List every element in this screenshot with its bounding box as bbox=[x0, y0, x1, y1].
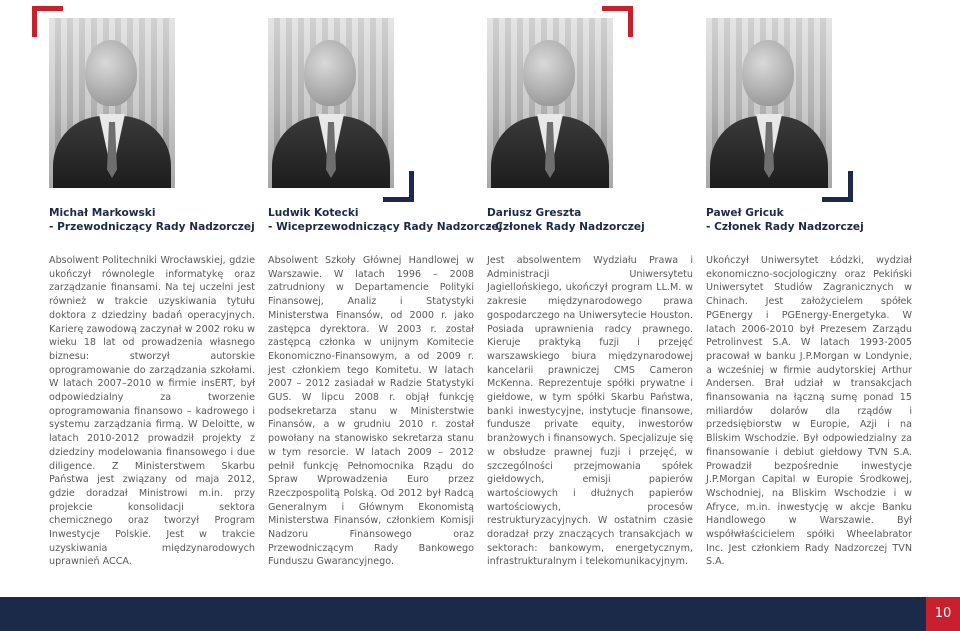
person-role: - Członek Rady Nadzorczej bbox=[487, 221, 645, 233]
person-role: - Wiceprzewodniczący Rady Nadzorczej bbox=[268, 221, 503, 233]
person-bio: Ukończył Uniwersytet Łódzki, wydział ekonomiczno-socjologiczny oraz Pekiński Uniwersytet Studiów Zagranicznych w Chinach. Jest założycielem spółek PGEnergy i PGEnergy-Energetyka. W latach 2006-2010 był Prezesem Zarządu Petrolinvest S.A. W latach 1993-2005 pracował w banku J.P.Morgan w Londynie, a wcześniej w firmie audytorskiej Arthur Andersen. Brał udział w transakcjach finansowania na łączną sumę ponad 15 miliardów dolarów dla rządów i przedsiębiorstw w Europie, Azji i na Bliskim Wschodzie. Był odpowiedzialny za finansowanie i debiut giełdowy TVN S.A. Prowadził bezpośrednie inwestycje J.P.Morgan Capital w Europie Środkowej, Wschodniej, na Bliskim Wschodzie i w Afryce, m.in. inwestycję w akcje Banku Handlowego w Warszawie. Był współwłaścicielem spółki Wheelabrator Inc. Jest członkiem Rady Nadzorczej TVN S.A. bbox=[706, 255, 912, 568]
person-name: Paweł Gricuk bbox=[706, 207, 784, 219]
person-role: - Członek Rady Nadzorczej bbox=[706, 221, 864, 233]
person-column-4 bbox=[706, 18, 912, 569]
portrait-photo bbox=[49, 18, 175, 188]
page-number: 10 bbox=[926, 597, 960, 631]
person-column-2 bbox=[268, 18, 503, 569]
person-bio: Absolwent Politechniki Wrocławskiej, gdzie ukończył równolegle informatykę oraz zarządzanie finansami. Na tej uczelni jest również w trakcie uzyskiwania tytułu doktora z dziedziny badań operacyjnych. Karierę zawodową zaczynał w 2002 roku w wieku 18 lat od prowadzenia własnego biznesu: stworzył autorskie oprogramowanie do zarządzania szkołami. W latach 2007–2010 w firmie insERT, był odpowiedzialny za tworzenie oprogramowania finansowo – kadrowego i systemu zarządzania firmą. W Deloitte, w latach 2010-2012 prowadził projekty z dziedziny modelowania finansowego i due diligence. Z Ministerstwem Skarbu Państwa jest związany od maja 2012, gdzie doradzał Ministrowi m.in. przy projekcie konsolidacji sektora chemicznego oraz tworzył Program Inwestycje Polskie. Jest w trakcie uzyskiwania międzynarodowych uprawnień ACCA. bbox=[49, 255, 255, 568]
person-name: Michał Markowski bbox=[49, 207, 156, 219]
person-name: Dariusz Greszta bbox=[487, 207, 582, 219]
portrait-photo bbox=[487, 18, 613, 188]
person-column-1 bbox=[49, 18, 255, 569]
portrait-photo bbox=[706, 18, 832, 188]
person-bio: Absolwent Szkoły Głównej Handlowej w Warszawie. W latach 1996 – 2008 zatrudniony w Departamencie Polityki Finansowej, Analiz i Statystyki Ministerstwa Finansów, od 2000 r. jako zastępca dyrektora. W 2003 r. został zastępcą członka w unijnym Komitecie Ekonomiczno-Finansowym, a od 2009 r. jest członkiem tego Komitetu. W latach 2007 – 2012 zasiadał w Radzie Statystyki GUS. W lipcu 2008 r. objął funkcję podsekretarza stanu w Ministerstwie Finansów, a w grudniu 2010 r. został powołany na stanowisko sekretarza stanu w tym resorcie. W latach 2009 – 2012 pełnił funkcję Pełnomocnika Rządu do Spraw Wprowadzenia Euro przez Rzeczpospolitą Polską. Od 2012 był Radcą Generalnym i Głównym Ekonomistą Ministerstwa Finansów, członkiem Komisji Nadzoru Finansowego oraz Przewodniczącym Rady Bankowego Funduszu Gwarancyjnego. bbox=[268, 255, 474, 568]
person-column-3 bbox=[487, 18, 693, 569]
footer-bar bbox=[0, 597, 960, 631]
person-role: - Przewodniczący Rady Nadzorczej bbox=[49, 221, 255, 233]
person-bio: Jest absolwentem Wydziału Prawa i Administracji Uniwersytetu Jagiellońskiego, ukończył program LL.M. w zakresie międzynarodowego prawa gospodarczego na Uniwersytecie Houston. Posiada uprawnienia radcy prawnego. Kieruje praktyką fuzji i przejęć warszawskiego biura międzynarodowej kancelarii prawniczej CMS Cameron McKenna. Reprezentuje spółki prywatne i giełdowe, w tym spółki Skarbu Państwa, banki inwestycyjne, instytucje finansowe, fundusze private equity, inwestorów branżowych i finansowych. Specjalizuje się w obsłudze prawnej fuzji i przejęć, w szczególności przejmowania spółek giełdowych, emisji papierów wartościowych i dłużnych papierów wartościowych, procesów restrukturyzacyjnych. W ostatnim czasie doradzał przy znaczących transakcjach w sektorach: bankowym, energetycznym, infrastrukturalnym i telekomunikacyjnym. bbox=[487, 255, 694, 568]
portrait-photo bbox=[268, 18, 394, 188]
person-name: Ludwik Kotecki bbox=[268, 207, 359, 219]
